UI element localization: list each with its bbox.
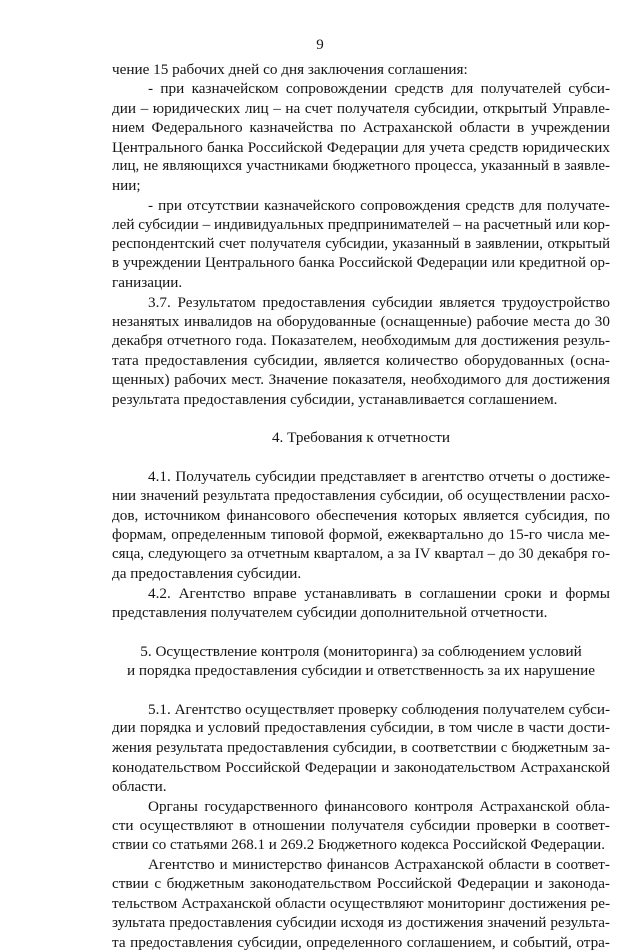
section-heading-5 xyxy=(112,642,610,681)
text-line: формам, определенным типовой формой, ежеквартально до 15-го числа ме- xyxy=(112,526,610,544)
text-line: ствии с бюджетным законодательством Российской Федерации и законода- xyxy=(112,875,610,893)
text-line: 4.2. Агентство вправе устанавливать в соглашении сроки и формы xyxy=(148,584,610,602)
text-line: декабря отчетного года. Показателем, необходимым для достижения резуль- xyxy=(112,332,610,350)
paragraph-treasury-support xyxy=(112,79,610,195)
text-line: - при казначейском сопровождении средств для получателей субси- xyxy=(148,80,610,98)
paragraph-4-1 xyxy=(112,467,610,583)
text-line: 4.1. Получатель субсидии представляет в агентство отчеты о достиже- xyxy=(148,468,610,486)
text-line: лей субсидии – индивидуальных предпринимателей – на расчетный или кор- xyxy=(112,216,610,234)
text-line: дов, источником финансового обеспечения которых является субсидия, по xyxy=(112,506,610,524)
heading-line: и порядка предоставления субсидии и ответственность за их нарушение xyxy=(126,662,596,680)
paragraph-payment-term xyxy=(112,60,610,79)
text-line: тельством Астраханской области осуществляют мониторинг достижения ре- xyxy=(112,894,610,912)
text-line: представления получателем субсидии дополнительной отчетности. xyxy=(112,603,548,621)
spacer xyxy=(112,622,610,641)
text-line: щенных) рабочих мест. Значение показателя, необходимого для достижения xyxy=(112,371,610,389)
text-line: жения результата предоставления субсидии, в соответствии с бюджетным за- xyxy=(112,739,610,756)
text-line: Органы государственного финансового контроля Астраханской обла- xyxy=(148,797,610,815)
text-line: дии – юридических лиц – на счет получателя субсидии, открытый Управле- xyxy=(112,99,610,117)
text-line: чение 15 рабочих дней со дня заключения соглашения: xyxy=(112,61,468,78)
text-line: зультата предоставления субсидии исходя из достижения значений результа- xyxy=(112,914,610,932)
text-line: 3.7. Результатом предоставления субсидии является трудоустройство xyxy=(148,293,610,311)
text-line: 5.1. Агентство осуществляет проверку соблюдения получателем субси- xyxy=(148,700,611,718)
paragraph-4-2 xyxy=(112,584,610,623)
text-line: нии значений результата предоставления субсидии, об осуществлении расхо- xyxy=(112,487,610,504)
paragraph-financial-control xyxy=(112,797,610,855)
text-line: дии порядка и условий предоставления субсидии, в том числе в части дости- xyxy=(112,720,610,737)
text-line: Центрального банка Российской Федерации для учета средств юридических xyxy=(112,138,610,156)
text-line: сти осуществляют в отношении получателя субсидии проверки в соответ- xyxy=(112,817,610,835)
text-line: ганизации. xyxy=(112,274,183,292)
text-line: да предоставления субсидии. xyxy=(112,565,302,583)
text-line: респондентский счет получателя субсидии, указанный в заявлении, открытый xyxy=(112,235,610,252)
text-line: ствии со статьями 268.1 и 269.2 Бюджетного кодекса Российской Федерации. xyxy=(112,836,605,853)
spacer xyxy=(112,448,610,467)
document-body xyxy=(112,60,610,952)
spacer xyxy=(112,409,610,428)
text-line: результата предоставления субсидии, устанавливается соглашением. xyxy=(112,390,558,408)
text-line: нием Федерального казначейства по Астраханской области в учреждении xyxy=(112,119,610,137)
text-line: нии; xyxy=(112,177,141,195)
text-line: сяца, следующего за отчетным кварталом, а за IV квартал – до 30 декабря го- xyxy=(112,545,610,562)
section-heading-4: 4. Требования к отчетности xyxy=(271,429,451,447)
text-line: лиц, не являющихся участниками бюджетного процесса, указанный в заявле- xyxy=(112,157,610,174)
text-line: Агентство и министерство финансов Астраханской области в соответ- xyxy=(148,856,610,874)
heading-line: 5. Осуществление контроля (мониторинга) за соблюдением условий xyxy=(140,642,582,660)
paragraph-no-treasury-support xyxy=(112,196,610,293)
text-line: незанятых инвалидов на оборудованные (оснащенные) рабочие места до 30 xyxy=(112,313,610,331)
text-line: та предоставления субсидии, определенного соглашением, и событий, отра- xyxy=(112,933,610,951)
text-line: области. xyxy=(112,778,167,796)
text-line: в учреждении Центрального банка Российской Федерации или кредитной ор- xyxy=(112,254,610,271)
page-number: 9 xyxy=(316,37,324,53)
paragraph-monitoring xyxy=(112,855,610,952)
paragraph-5-1 xyxy=(112,700,610,797)
text-line: - при отсутствии казначейского сопровождения средств для получате- xyxy=(148,196,610,214)
paragraph-3-7 xyxy=(112,293,610,409)
text-line: тата предоставления субсидии, является количество оборудованных (осна- xyxy=(112,351,610,369)
spacer xyxy=(112,681,610,700)
text-line: конодательством Российской Федерации и законодательством Астраханской xyxy=(112,759,610,777)
